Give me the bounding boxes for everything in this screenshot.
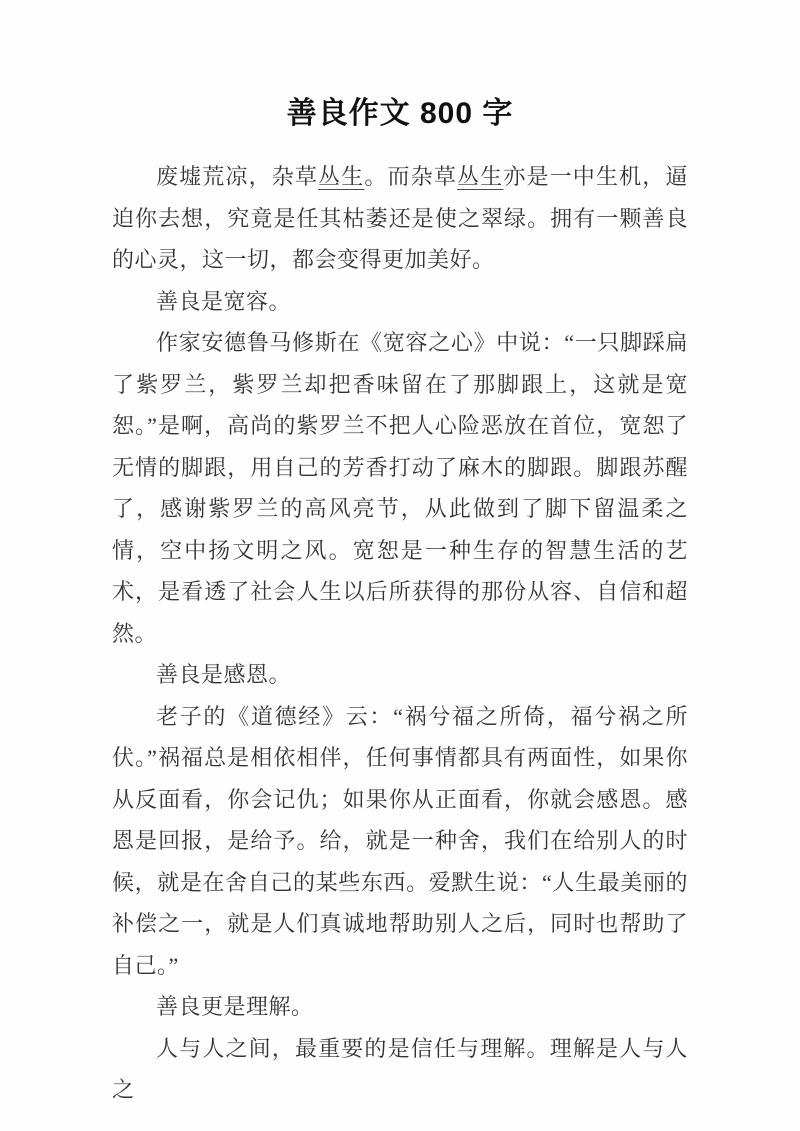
paragraph — [112, 156, 688, 281]
text-run: 作家安德鲁马修斯在《宽容之心》中说：“一只脚踩扁了紫罗兰，紫罗兰却把香味留在了那脚跟上，这就是宽恕。”是啊，高尚的紫罗兰不把人心险恶放在首位，宽恕了无情的脚跟，用自己的芳香打动了麻木的脚跟。脚跟苏醒了，感谢紫罗兰的高风亮节，从此做到了脚下留温柔之情，空中扬文明之风。宽恕是一种生存的智慧生活的艺术，是看透了社会人生以后所获得的那份从容、自信和超然。 — [112, 330, 688, 646]
paragraph — [112, 654, 688, 696]
text-run: 善良是感恩。 — [156, 662, 292, 687]
text-run: 亦是一中生机，逼迫你去想，究竟是任其枯萎还是使之翠绿。拥有一颗善良的心灵，这一切，都会变得更加美好。 — [112, 164, 688, 272]
text-run: 善良更是理解。 — [156, 994, 314, 1019]
paragraph — [112, 281, 688, 323]
text-run: 人与人之间，最重要的是信任与理解。理解是人与人之 — [112, 1035, 688, 1102]
paragraph — [112, 696, 688, 987]
paragraph — [112, 986, 688, 1028]
essay-body — [112, 156, 688, 1111]
text-run: 老子的《道德经》云：“祸兮福之所倚，福兮祸之所伏。”祸福总是相依相伴，任何事情都具有两面性，如果你从反面看，你会记仇；如果你从正面看，你就会感恩。感恩是回报，是给予。给，就是一种舍，我们在给别人的时候，就是在舍自己的某些东西。爱默生说：“人生最美丽的补偿之一，就是人们真诚地帮助别人之后，同时也帮助了自己。” — [112, 703, 688, 978]
page-title: 善良作文 800 字 — [286, 97, 514, 130]
paragraph — [112, 1028, 688, 1111]
text-run: 善良是宽容。 — [156, 288, 292, 314]
underlined-text: 丛生 — [457, 164, 504, 189]
paragraph — [112, 322, 688, 654]
underlined-text: 丛生 — [318, 164, 365, 189]
text-run: 。而杂草 — [364, 164, 458, 189]
text-run: 废墟荒凉，杂草 — [156, 164, 319, 189]
